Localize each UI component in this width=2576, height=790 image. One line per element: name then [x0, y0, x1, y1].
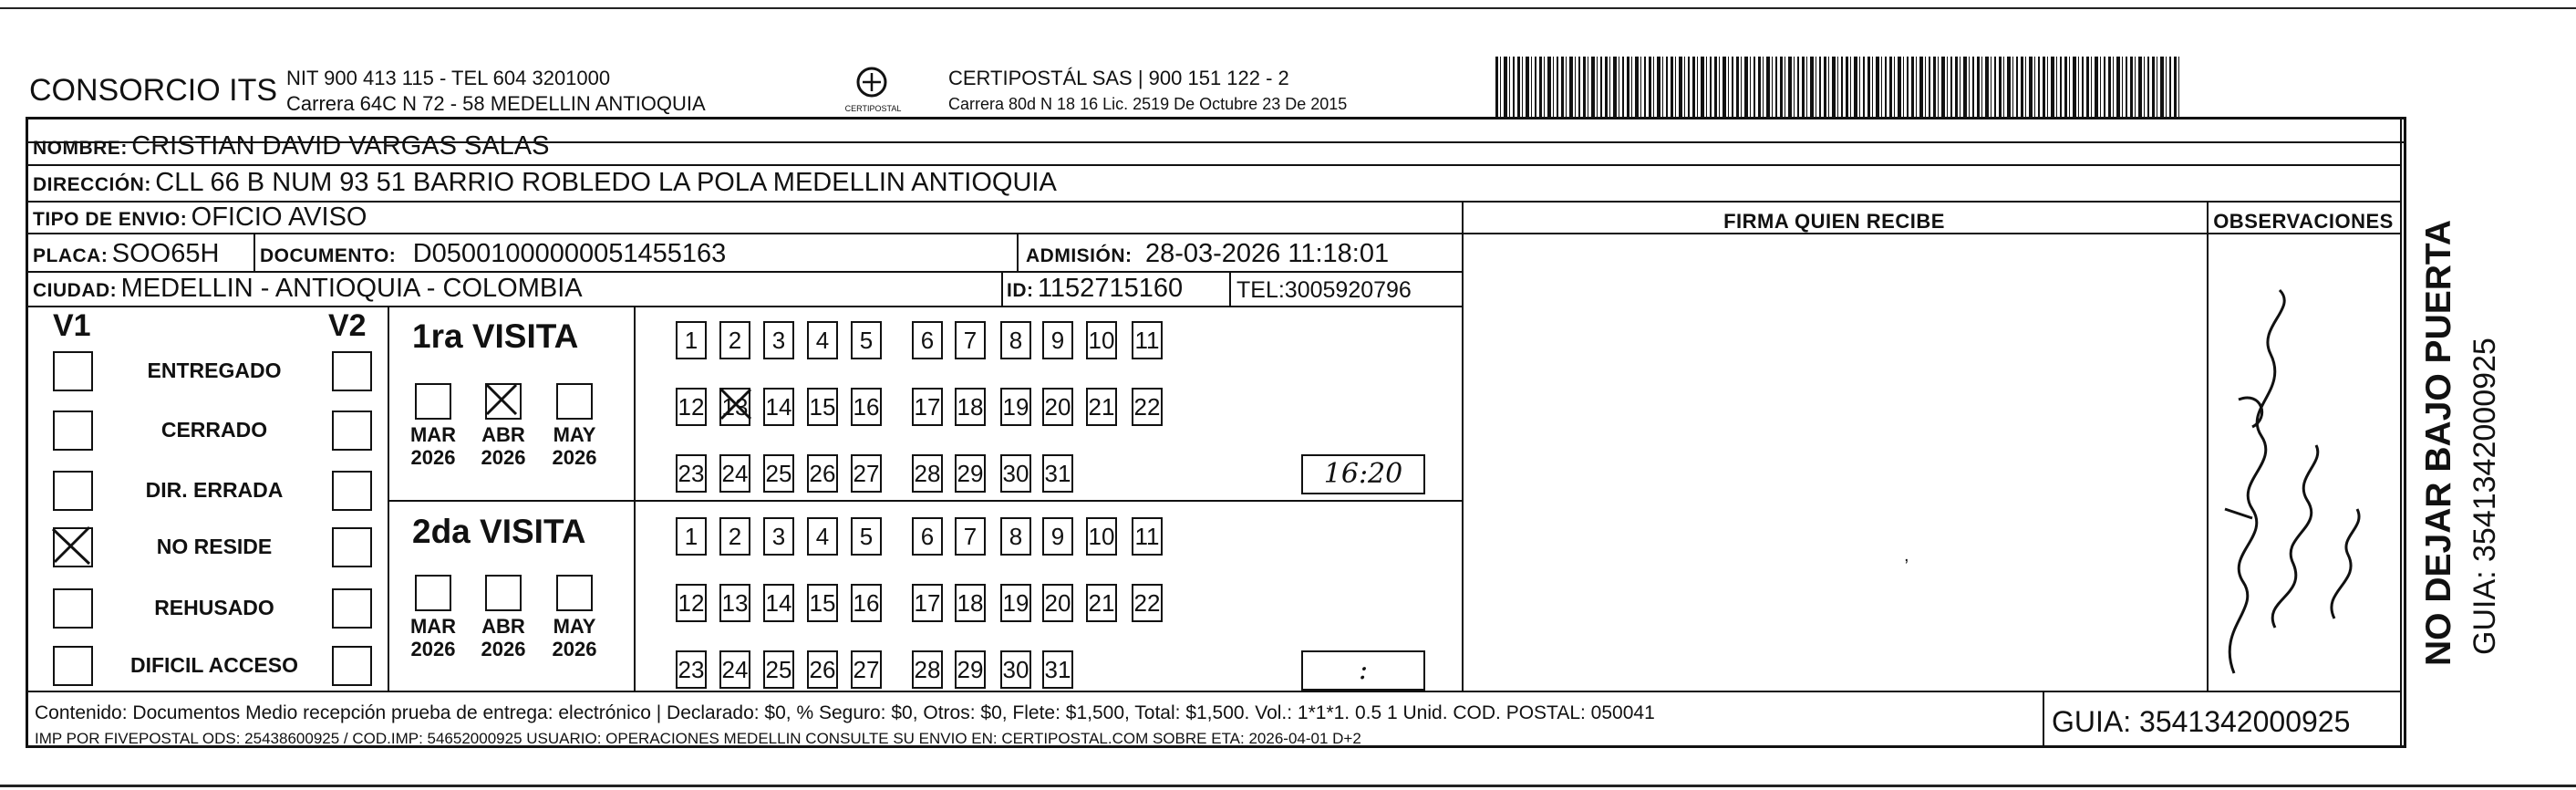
- day-number: 10: [1088, 327, 1115, 354]
- day-number: 20: [1044, 393, 1071, 421]
- month-year: 2026: [410, 638, 456, 660]
- month-name: MAR: [409, 423, 457, 446]
- month-name: ABR: [481, 423, 525, 446]
- second-visit-day[interactable]: [912, 650, 943, 689]
- rule: [1462, 201, 1464, 691]
- tipo-value: OFICIO AVISO: [191, 203, 367, 232]
- first-visit-day[interactable]: [851, 321, 882, 359]
- first-visit-day[interactable]: [1086, 388, 1117, 426]
- second-visit-day[interactable]: [676, 584, 707, 622]
- footer-contents: Contenido: Documentos Medio recepción prueba de entrega: electrónico | Declarado: $0, % Seguro: $0, Otros: $0, Flete: $1,500, Total: $1,500. Vol.: 1*1*1. 0.5 1 Unid. COD. POSTAL: 050041: [35, 702, 1655, 723]
- day-number: 28: [914, 656, 941, 683]
- stray-mark: ,: [1904, 546, 1909, 566]
- footer-imp: IMP POR FIVEPOSTAL ODS: 25438600925 / COD.IMP: 54652000925 USUARIO: OPERACIONES MEDELLIN CONSULTE SU ENVIO EN: CERTIPOSTAL.COM SOBRE ETA: 2026-04-01 D+2: [35, 730, 1361, 747]
- id-label: ID:: [1007, 280, 1034, 301]
- firma-label: FIRMA QUIEN RECIBE: [1723, 210, 1945, 233]
- status-option-label: NO RESIDE: [156, 535, 273, 558]
- second-visit-day[interactable]: [955, 650, 986, 689]
- first-visit-day[interactable]: [1132, 321, 1163, 359]
- first-visit-day[interactable]: [807, 388, 838, 426]
- day-number: 21: [1088, 589, 1115, 617]
- courier-line-2: Carrera 80d N 18 16 Lic. 2519 De Octubre 23 De 2015: [948, 95, 1348, 113]
- barcode: [1495, 57, 2179, 119]
- day-number: 3: [771, 327, 786, 354]
- day-number: 24: [721, 460, 749, 487]
- first-visit-day[interactable]: [1042, 454, 1073, 493]
- second-visit-day[interactable]: [1132, 517, 1163, 556]
- day-number: 30: [1002, 460, 1029, 487]
- day-number: 13: [721, 589, 749, 617]
- day-number: 26: [809, 656, 836, 683]
- second-visit-day[interactable]: [1086, 517, 1117, 556]
- v2-checkbox[interactable]: [332, 646, 372, 686]
- day-number: 31: [1044, 656, 1071, 683]
- second-visit-day[interactable]: [1000, 584, 1031, 622]
- v1-checkbox[interactable]: [53, 588, 93, 629]
- tipo-row: [33, 203, 367, 233]
- first-visit-time[interactable]: 16:20: [1301, 454, 1425, 494]
- day-number: 8: [1009, 523, 1023, 550]
- day-number: 7: [963, 327, 978, 354]
- v2-checkbox[interactable]: [332, 471, 372, 511]
- first-visit-day[interactable]: [807, 321, 838, 359]
- v2-checkbox[interactable]: [332, 588, 372, 629]
- v2-label: V2: [328, 308, 367, 343]
- day-number: 7: [963, 523, 978, 550]
- handwritten-signature: [2207, 235, 2400, 690]
- second-visit-day[interactable]: [1000, 517, 1031, 556]
- day-number: 12: [678, 393, 705, 421]
- day-number: 19: [1002, 393, 1029, 421]
- id-value: 1152715160: [1037, 274, 1184, 303]
- day-number: 21: [1088, 393, 1115, 421]
- ciudad-value: MEDELLIN - ANTIOQUIA - COLOMBIA: [120, 274, 583, 303]
- first-visit-month-checkbox[interactable]: [415, 383, 451, 420]
- month-year: 2026: [410, 446, 456, 469]
- first-visit-day[interactable]: [1000, 454, 1031, 493]
- rule: [27, 271, 1462, 273]
- day-number: 15: [809, 393, 836, 421]
- rule: [1229, 271, 1231, 306]
- day-number: 3: [771, 523, 786, 550]
- second-visit-day[interactable]: [955, 517, 986, 556]
- status-option-label: ENTREGADO: [147, 359, 282, 382]
- v1-checkbox[interactable]: [53, 411, 93, 451]
- day-number: 15: [809, 589, 836, 617]
- day-number: 23: [678, 460, 705, 487]
- status-option-label: DIR. ERRADA: [145, 478, 284, 502]
- rule: [27, 201, 2400, 203]
- second-visit-day[interactable]: [1000, 650, 1031, 689]
- day-number: 6: [920, 523, 935, 550]
- day-number: 19: [1002, 589, 1029, 617]
- second-visit-day[interactable]: [1042, 650, 1073, 689]
- day-number: 29: [957, 460, 984, 487]
- day-number: 14: [765, 393, 792, 421]
- month-year: 2026: [481, 446, 526, 469]
- day-number: 18: [957, 589, 984, 617]
- first-visit-day[interactable]: [763, 388, 794, 426]
- tipo-label: TIPO DE ENVIO:: [33, 209, 188, 230]
- day-number: 9: [1050, 327, 1065, 354]
- rule: [388, 500, 1462, 502]
- day-number: 16: [853, 589, 880, 617]
- day-number: 30: [1002, 656, 1029, 683]
- first-visit-day[interactable]: [851, 388, 882, 426]
- rule: [388, 306, 389, 691]
- day-number: 25: [765, 656, 792, 683]
- day-number: 28: [914, 460, 941, 487]
- first-visit-day[interactable]: [676, 454, 707, 493]
- month-name: MAY: [553, 615, 596, 638]
- direccion-row: [33, 168, 1057, 198]
- day-number: 29: [957, 656, 984, 683]
- first-visit-day[interactable]: [955, 454, 986, 493]
- first-visit-day[interactable]: [851, 454, 882, 493]
- day-number: 5: [859, 523, 874, 550]
- second-visit-day[interactable]: [807, 517, 838, 556]
- second-visit-day[interactable]: [719, 584, 750, 622]
- day-number: 20: [1044, 589, 1071, 617]
- first-visit-month-checkbox[interactable]: [556, 383, 593, 420]
- v1-checkbox[interactable]: [53, 527, 93, 567]
- v1-checkbox[interactable]: [53, 351, 93, 391]
- first-visit-month-checkbox[interactable]: [485, 383, 522, 420]
- second-visit-day[interactable]: [676, 517, 707, 556]
- company-line-1: NIT 900 413 115 - TEL 604 3201000: [286, 67, 611, 89]
- courier-line-1: CERTIPOSTÁL SAS | 900 151 122 - 2: [948, 67, 1289, 89]
- status-option-label: REHUSADO: [154, 596, 274, 619]
- tel-label: TEL:: [1236, 277, 1285, 303]
- scan-edge-bottom: [0, 785, 2576, 787]
- rule: [27, 164, 2400, 166]
- tel-value: 3005920796: [1284, 277, 1412, 303]
- day-number: 2: [728, 523, 742, 550]
- second-visit-time[interactable]: :: [1301, 650, 1425, 691]
- first-visit-day[interactable]: [719, 388, 750, 426]
- second-visit-day[interactable]: [955, 584, 986, 622]
- second-visit-day[interactable]: [912, 517, 943, 556]
- admision-label: ADMISIÓN:: [1026, 245, 1133, 266]
- day-number: 4: [815, 523, 830, 550]
- first-visit-day[interactable]: [1086, 321, 1117, 359]
- rule: [1001, 271, 1003, 306]
- day-number: 17: [914, 393, 941, 421]
- day-number: 4: [815, 327, 830, 354]
- day-number: 31: [1044, 460, 1071, 487]
- ciudad-label: CIUDAD:: [33, 280, 118, 301]
- month-year: 2026: [481, 638, 526, 660]
- admision-row: [1026, 239, 1389, 269]
- second-visit-month-checkbox[interactable]: [485, 575, 522, 611]
- day-number: 9: [1050, 523, 1065, 550]
- month-label: [471, 615, 535, 660]
- placa-value: SOO65H: [111, 239, 220, 268]
- day-number: 11: [1134, 523, 1160, 550]
- day-number: 13: [721, 393, 749, 421]
- first-visit-day[interactable]: [763, 454, 794, 493]
- company-line-2: Carrera 64C N 72 - 58 MEDELLIN ANTIOQUIA: [286, 92, 706, 115]
- day-number: 12: [678, 589, 705, 617]
- rule: [27, 233, 1462, 234]
- side-guia: GUIA: 3541342000925: [2467, 338, 2502, 655]
- second-visit-day[interactable]: [807, 584, 838, 622]
- day-number: 2: [728, 327, 742, 354]
- ciudad-row: [33, 274, 583, 304]
- day-number: 16: [853, 393, 880, 421]
- day-number: 27: [853, 460, 880, 487]
- day-number: 22: [1133, 589, 1161, 617]
- second-visit-month-checkbox[interactable]: [556, 575, 593, 611]
- certipostal-logo-icon: [853, 66, 890, 102]
- day-number: 1: [684, 327, 698, 354]
- direccion-value: CLL 66 B NUM 93 51 BARRIO ROBLEDO LA POLA MEDELLIN ANTIOQUIA: [155, 168, 1057, 197]
- footer-guia: GUIA: 3541342000925: [2052, 705, 2351, 738]
- first-visit-day[interactable]: [763, 321, 794, 359]
- first-visit-day[interactable]: [676, 388, 707, 426]
- day-number: 17: [914, 589, 941, 617]
- month-label: [401, 615, 465, 660]
- documento-label: DOCUMENTO:: [260, 245, 397, 266]
- id-row: [1007, 274, 1183, 304]
- second-visit-day[interactable]: [719, 517, 750, 556]
- direccion-label: DIRECCIÓN:: [33, 174, 151, 195]
- day-number: 6: [920, 327, 935, 354]
- side-warning: NO DEJAR BAJO PUERTA: [2419, 219, 2458, 666]
- rule: [27, 306, 1462, 307]
- v1-label: V1: [53, 308, 91, 343]
- v1-checkbox[interactable]: [53, 471, 93, 511]
- tel-row: [1236, 277, 1412, 304]
- rule: [2043, 691, 2044, 748]
- first-visit-day[interactable]: [1000, 388, 1031, 426]
- second-visit-day[interactable]: [1132, 584, 1163, 622]
- first-visit-day[interactable]: [807, 454, 838, 493]
- month-label: [471, 423, 535, 469]
- documento-row: [260, 239, 726, 269]
- day-number: 25: [765, 460, 792, 487]
- second-visit-day[interactable]: [676, 650, 707, 689]
- month-label: [543, 423, 606, 469]
- day-number: 8: [1009, 327, 1023, 354]
- day-number: 22: [1133, 393, 1161, 421]
- first-visit-day[interactable]: [1042, 388, 1073, 426]
- placa-row: [33, 239, 219, 269]
- first-visit-label: 1ra VISITA: [412, 317, 579, 355]
- rule: [1017, 233, 1019, 271]
- first-visit-day[interactable]: [955, 388, 986, 426]
- second-visit-day[interactable]: [1086, 584, 1117, 622]
- second-visit-day[interactable]: [1042, 517, 1073, 556]
- status-option-label: CERRADO: [160, 418, 268, 442]
- second-visit-day[interactable]: [807, 650, 838, 689]
- month-name: MAY: [553, 423, 596, 446]
- second-visit-month-checkbox[interactable]: [415, 575, 451, 611]
- day-number: 11: [1134, 327, 1160, 354]
- day-number: 26: [809, 460, 836, 487]
- rule: [253, 233, 255, 271]
- v2-checkbox[interactable]: [332, 411, 372, 451]
- second-visit-day[interactable]: [851, 517, 882, 556]
- day-number: 24: [721, 656, 749, 683]
- second-visit-day[interactable]: [851, 650, 882, 689]
- v2-checkbox[interactable]: [332, 351, 372, 391]
- second-visit-day[interactable]: [912, 584, 943, 622]
- documento-value: D05001000000051455163: [412, 239, 727, 268]
- first-visit-day[interactable]: [676, 321, 707, 359]
- scan-edge-top: [0, 7, 2576, 9]
- month-name: MAR: [409, 615, 457, 638]
- nombre-value: CRISTIAN DAVID VARGAS SALAS: [131, 131, 550, 161]
- month-name: ABR: [481, 615, 525, 638]
- second-visit-day[interactable]: [851, 584, 882, 622]
- second-visit-day[interactable]: [763, 584, 794, 622]
- first-visit-day[interactable]: [912, 321, 943, 359]
- month-label: [543, 615, 606, 660]
- status-option-label: DIFICIL ACCESO: [129, 653, 298, 677]
- first-visit-day[interactable]: [719, 454, 750, 493]
- month-year: 2026: [552, 638, 597, 660]
- day-number: 18: [957, 393, 984, 421]
- placa-label: PLACA:: [33, 245, 109, 266]
- day-number: 27: [853, 656, 880, 683]
- day-number: 5: [859, 327, 874, 354]
- v2-checkbox[interactable]: [332, 527, 372, 567]
- month-label: [401, 423, 465, 469]
- admision-value: 28-03-2026 11:18:01: [1144, 239, 1390, 268]
- day-number: 1: [684, 523, 698, 550]
- first-visit-day[interactable]: [1132, 388, 1163, 426]
- first-visit-day[interactable]: [719, 321, 750, 359]
- nombre-label: NOMBRE:: [33, 138, 128, 159]
- nombre-row: [33, 131, 550, 161]
- second-visit-day[interactable]: [719, 650, 750, 689]
- rule: [634, 306, 636, 691]
- day-number: 10: [1088, 523, 1115, 550]
- first-visit-day[interactable]: [1000, 321, 1031, 359]
- day-number: 23: [678, 656, 705, 683]
- first-visit-day[interactable]: [912, 388, 943, 426]
- second-visit-day[interactable]: [1042, 584, 1073, 622]
- day-number: 14: [765, 589, 792, 617]
- certipostal-logo-text: CERTIPOSTAL: [844, 104, 902, 113]
- first-visit-day[interactable]: [1042, 321, 1073, 359]
- second-visit-label: 2da VISITA: [412, 513, 586, 550]
- rule: [2400, 117, 2402, 748]
- second-visit-day[interactable]: [763, 650, 794, 689]
- observaciones-label: OBSERVACIONES: [2213, 210, 2394, 233]
- month-year: 2026: [552, 446, 597, 469]
- second-visit-day[interactable]: [763, 517, 794, 556]
- first-visit-day[interactable]: [955, 321, 986, 359]
- first-visit-day[interactable]: [912, 454, 943, 493]
- company-name: CONSORCIO ITS: [29, 73, 278, 108]
- v1-checkbox[interactable]: [53, 646, 93, 686]
